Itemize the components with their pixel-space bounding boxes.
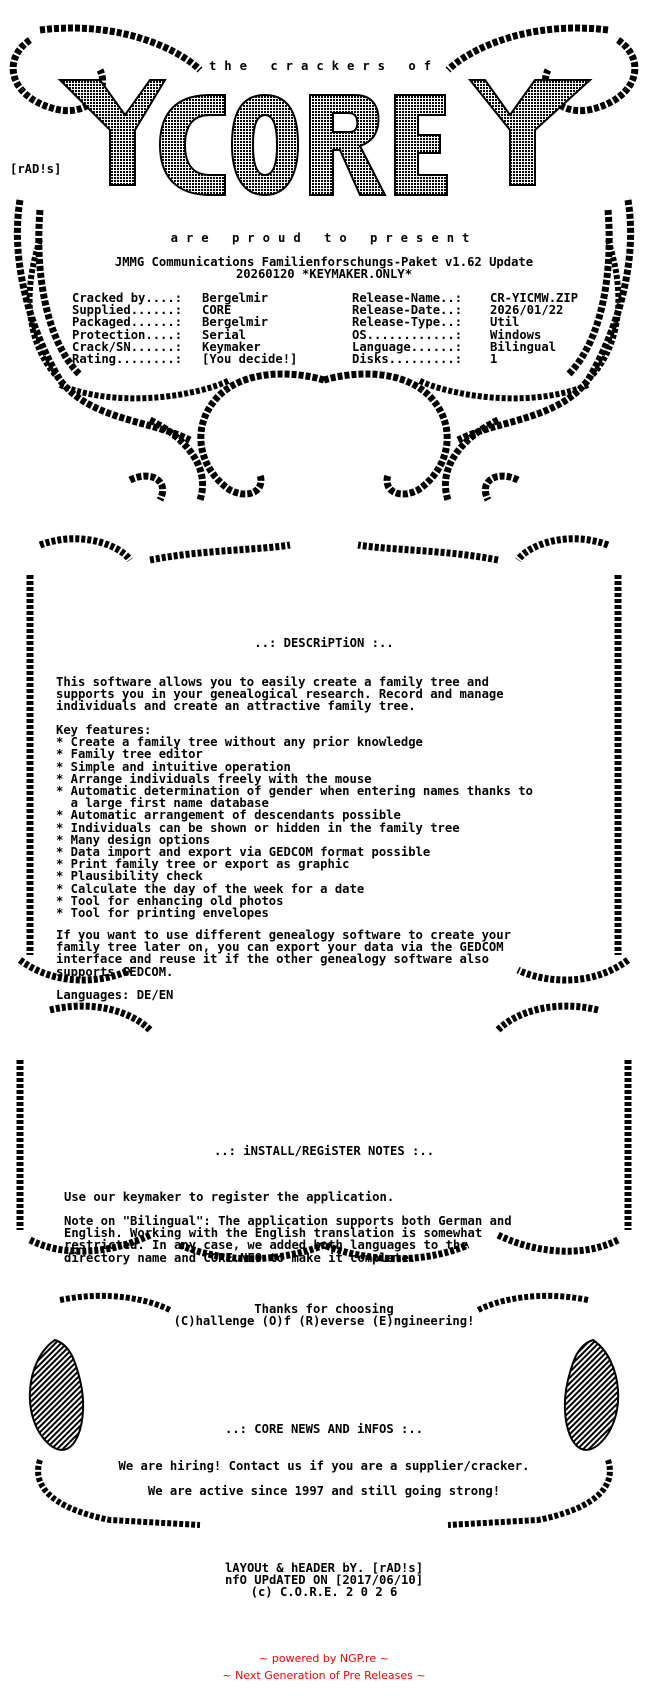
proud-to-present-text: are proud to present (170, 231, 478, 245)
info-key: Language......: (352, 339, 463, 354)
crackers-of-text: the crackers of (208, 59, 440, 73)
info-row (72, 316, 590, 328)
copyright-credit: (c) C.O.R.E. 2 0 2 6 (250, 1585, 398, 1599)
info-value: 1 (490, 352, 498, 367)
release-info-table (72, 292, 590, 365)
info-key: Packaged......: (72, 315, 183, 330)
release-title: JMMG Communications Familienforschungs-Paket v1.62 Update (114, 255, 534, 269)
updated-credit: nfO UPdATED ON [2017/06/10] (224, 1573, 424, 1587)
info-value: 2026/01/22 (490, 303, 564, 318)
info-value: Util (490, 315, 520, 330)
info-key: Protection....: (72, 327, 183, 342)
description-heading: ..: DESCRiPTiON :.. (254, 636, 394, 650)
install-heading: ..: iNSTALL/REGiSTER NOTES :.. (213, 1144, 435, 1158)
info-value: Windows (490, 327, 542, 342)
info-key: Disks.........: (352, 352, 463, 367)
layout-credit: lAYOUt & hEADER bY. [rAD!s] (224, 1561, 424, 1575)
info-key: Cracked by....: (72, 291, 183, 305)
info-value: Serial (202, 327, 247, 342)
footer-powered-link[interactable]: ~ powered by NGP.re ~ (259, 1652, 389, 1665)
info-row (72, 329, 590, 341)
description-features: Key features: * Create a family tree without any prior knowledge * Family tree editor * Simple and intuitive operation * Arrange individuals freely with the mouse * Automatic determination of gender when entering names thanks to a large first name database * Automatic arrangement of descendants possible * Individuals can be shown or hidden in the family tree * Many design options * Data import and export via GEDCOM format possible * Print family tree or export as graphic * Plausibility check * Calculate the day of the week for a date * Tool for enhancing old photos * Tool for printing envelopes (56, 723, 533, 921)
info-value: Bilingual (490, 339, 557, 354)
release-subtitle: 20260120 *KEYMAKER.ONLY* (235, 267, 413, 281)
artist-tag: [rAD!s] (10, 162, 62, 176)
description-outro: If you want to use different genealogy software to create your family tree later on, you can export your data via the GEDCOM interface and reuse it if the other genealogy software also supports GEDCOM. (56, 928, 511, 979)
info-key: Crack/SN......: (72, 339, 183, 354)
footer-tagline: ~ Next Generation of Pre Releases ~ (222, 1669, 426, 1682)
info-value: [You decide!] (202, 352, 298, 367)
languages-text: Languages: DE/EN (56, 988, 174, 1002)
thanks-line1: Thanks for choosing (254, 1302, 394, 1316)
info-key: OS............: (352, 327, 463, 342)
install-line1: Use our keymaker to register the application. (64, 1190, 395, 1204)
news-line2: We are active since 1997 and still going strong! (147, 1484, 501, 1498)
info-value: Bergelmir (202, 291, 269, 305)
thanks-line2: (C)hallenge (O)f (R)everse (E)ngineering! (173, 1314, 475, 1328)
info-key: Rating........: (72, 352, 183, 367)
info-key: Release-Date..: (352, 303, 463, 318)
info-row (72, 353, 590, 365)
info-key: Release-Name..: (352, 291, 463, 305)
info-value: CR-YICMW.ZIP (490, 291, 579, 305)
info-key: Supplied......: (72, 303, 183, 318)
core-logo (60, 80, 590, 195)
install-note: Note on "Bilingual": The application supports both German and English. Working with the English translation is somewhat restricted. In any case, we added both languages to the directory name and CORE.NFO to make it complete. (64, 1214, 512, 1265)
description-intro: This software allows you to easily create a family tree and supports you in your genealogical research. Record and manage individuals and create an attractive family tree. (56, 675, 504, 714)
info-value: Bergelmir (202, 315, 269, 330)
info-value: CORE (202, 303, 232, 318)
info-key: Release-Type..: (352, 315, 463, 330)
news-line1: We are hiring! Contact us if you are a supplier/cracker. (118, 1459, 530, 1473)
info-value: Keymaker (202, 339, 261, 354)
news-heading: ..: CORE NEWS AND iNFOS :.. (224, 1422, 424, 1436)
